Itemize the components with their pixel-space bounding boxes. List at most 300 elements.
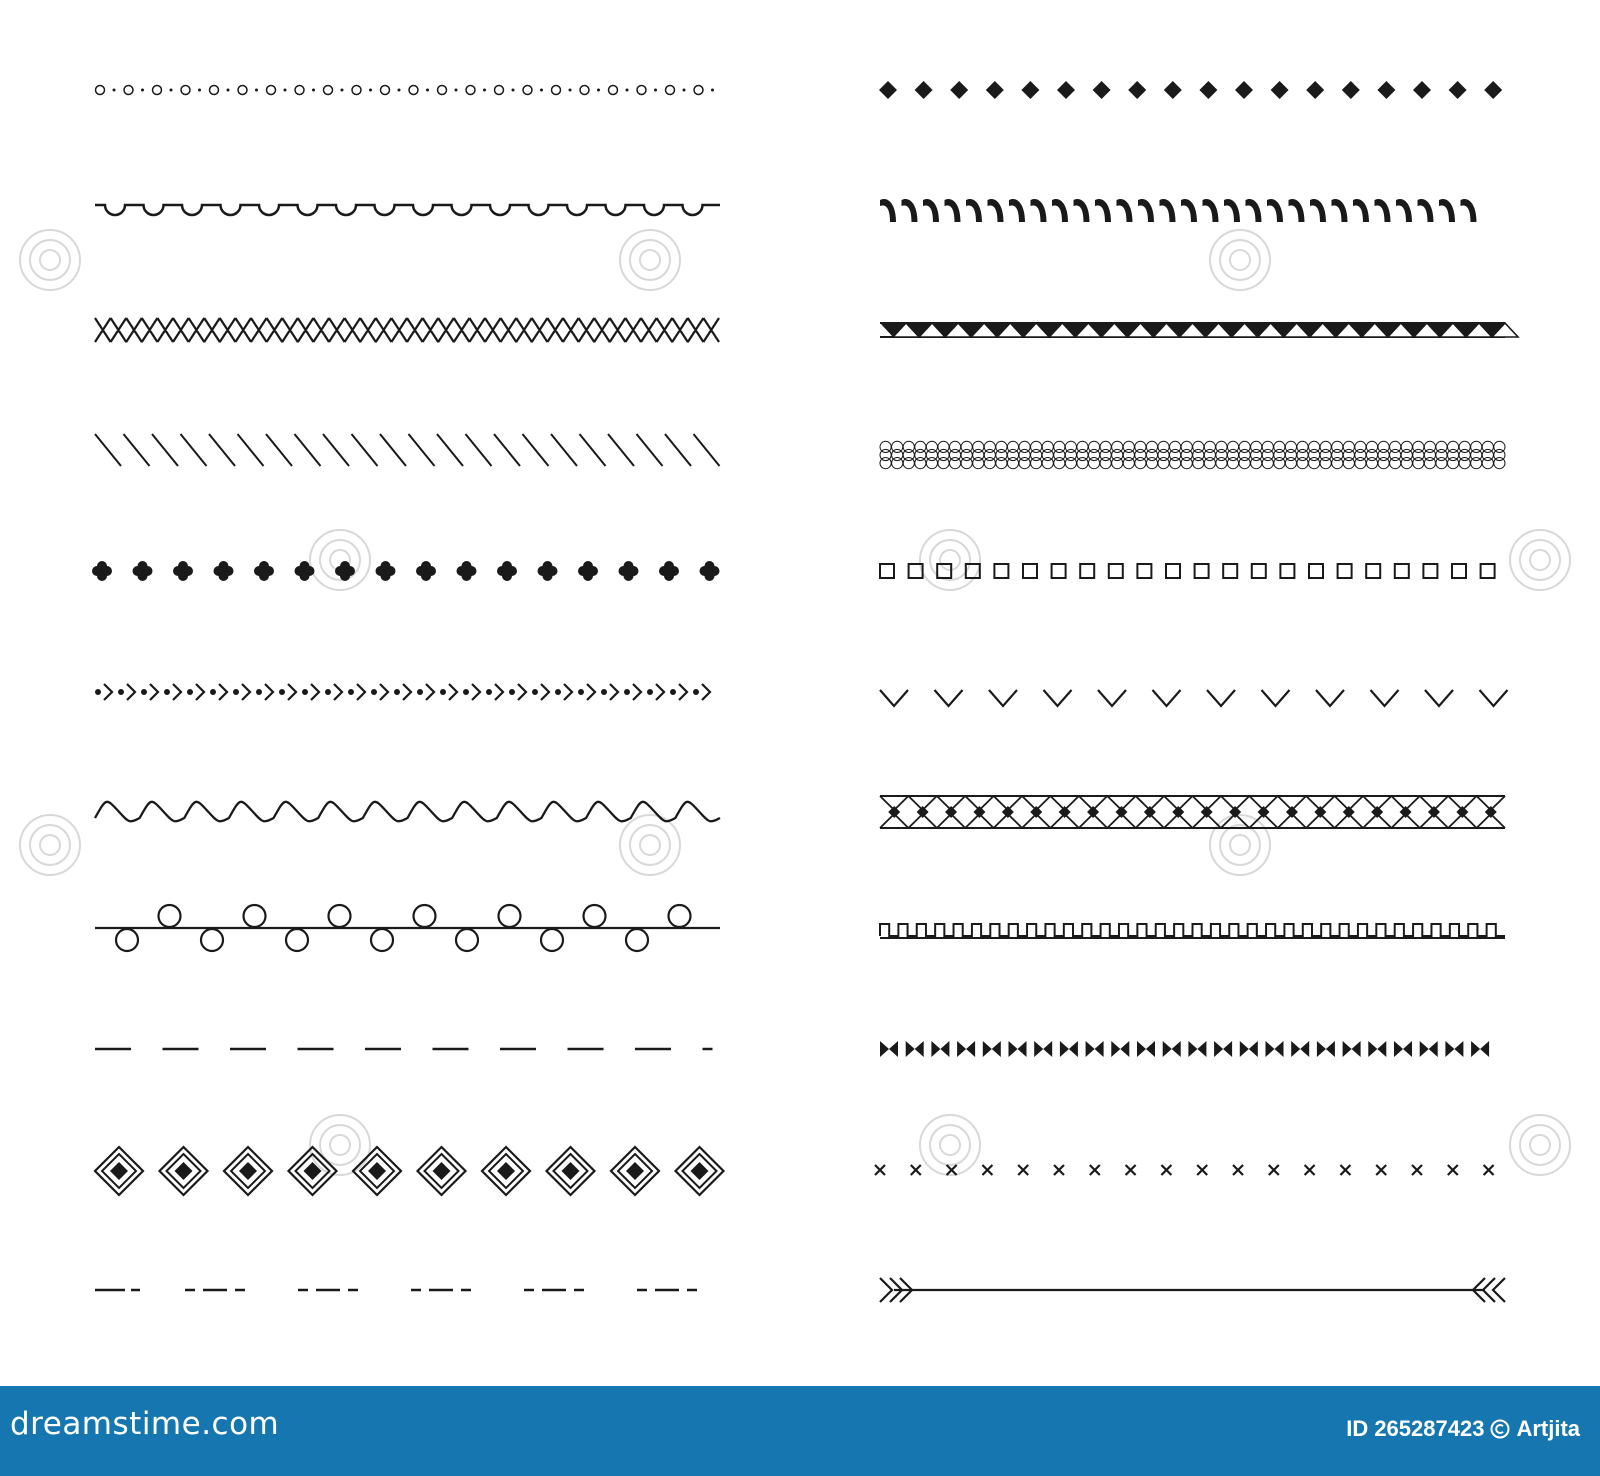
rope-strand [1031, 199, 1047, 222]
small-cross [1269, 1165, 1279, 1175]
rope-strand [1203, 199, 1219, 222]
bowtie [1060, 1041, 1078, 1057]
slash [608, 434, 634, 466]
rope-strand [1181, 199, 1197, 222]
lattice-circle [949, 458, 960, 469]
lattice-circle [1193, 458, 1204, 469]
crosshatch-border [95, 318, 719, 342]
arrow-dot [279, 689, 285, 695]
lattice-circle [1401, 458, 1412, 469]
chevron [1262, 690, 1290, 706]
tiny-dot [654, 89, 657, 92]
tiny-dot [569, 89, 572, 92]
crosshatch-path [95, 318, 719, 342]
quatrefoil [92, 561, 112, 581]
hollow-square [1052, 564, 1066, 578]
quatrefoil [295, 561, 315, 581]
rope-strand [1353, 199, 1369, 222]
hourglass-motif [1136, 796, 1164, 828]
hourglass-motif [1221, 796, 1249, 828]
bowtie [1214, 1041, 1232, 1057]
arrow-dot [670, 689, 676, 695]
hanging-circle [244, 905, 266, 927]
lattice-circle [1424, 458, 1435, 469]
slash [380, 434, 406, 466]
rope-strand [1074, 199, 1090, 222]
chevron [1098, 690, 1126, 706]
bowtie [1471, 1041, 1489, 1057]
hollow-square [1023, 564, 1037, 578]
crenellation-border [880, 924, 1505, 938]
bowtie [1368, 1041, 1386, 1057]
copyright-icon [1490, 1419, 1510, 1439]
tiny-dot [284, 89, 287, 92]
hollow-square [1481, 564, 1495, 578]
solid-diamond [1235, 81, 1253, 99]
arrow-chevron [656, 684, 664, 700]
solid-diamond [1449, 81, 1467, 99]
solid-diamond [1093, 81, 1111, 99]
quatrefoil [335, 561, 355, 581]
arrow-chevron [564, 684, 572, 700]
arrow-dot [164, 689, 170, 695]
hollow-square [1109, 564, 1123, 578]
arrow-head [1493, 1278, 1505, 1302]
lattice-circle [1088, 458, 1099, 469]
arrow-dot [417, 689, 423, 695]
bowtie [1445, 1041, 1463, 1057]
chevrons-border [880, 690, 1508, 706]
hollow-square [1366, 564, 1380, 578]
arrow-dot [440, 689, 446, 695]
hanging-circle [541, 929, 563, 951]
arrow-chevron [518, 684, 526, 700]
rope-strand [988, 199, 1004, 222]
chevron [935, 690, 963, 706]
bowtie [1086, 1041, 1104, 1057]
arrow-dot [624, 689, 630, 695]
watermark-mark [1230, 835, 1250, 855]
lattice-circle [1054, 458, 1065, 469]
nested-diamond [418, 1147, 466, 1195]
nested-diamond [224, 1147, 272, 1195]
lattice-circle [1251, 458, 1262, 469]
small-circle [609, 86, 618, 95]
nested-diamond [353, 1147, 401, 1195]
tiny-dot [711, 89, 714, 92]
small-cross [1484, 1165, 1494, 1175]
small-circle [381, 86, 390, 95]
diagonal-slashes-border [95, 434, 720, 466]
arrow-chevron [242, 684, 250, 700]
small-circle [324, 86, 333, 95]
lattice-circle [1031, 458, 1042, 469]
watermark-layer [20, 230, 1570, 1175]
solid-diamond [1199, 81, 1217, 99]
solid-diamond [1021, 81, 1039, 99]
small-cross [875, 1165, 885, 1175]
arrow-dot [325, 689, 331, 695]
rope-strand [1052, 199, 1068, 222]
quatrefoil [457, 561, 477, 581]
lattice-circle [984, 458, 995, 469]
lattice-circle [892, 458, 903, 469]
slash [637, 434, 663, 466]
watermark-mark [1520, 1125, 1560, 1165]
arrow-dot [555, 689, 561, 695]
quatrefoil [173, 561, 193, 581]
arrow-chevron [265, 684, 273, 700]
hollow-square [1223, 564, 1237, 578]
chevron [880, 690, 908, 706]
rope-strand [923, 199, 939, 222]
arrow-chevron [679, 684, 687, 700]
small-circle [495, 86, 504, 95]
arrow-dot [463, 689, 469, 695]
solid-diamonds-border [879, 81, 1502, 99]
lattice-circle [1436, 458, 1447, 469]
small-cross [911, 1165, 921, 1175]
hourglass-motif [1391, 796, 1419, 828]
arrow-dot [118, 689, 124, 695]
lattice-circle [1494, 458, 1505, 469]
tiny-dot [141, 89, 144, 92]
slash [437, 434, 463, 466]
hollow-square [1395, 564, 1409, 578]
quatrefoil [497, 561, 517, 581]
tiny-dot [426, 89, 429, 92]
arrow-dot [210, 689, 216, 695]
lattice-circle [1112, 458, 1123, 469]
small-circle [523, 86, 532, 95]
rope-strand [880, 199, 896, 222]
small-cross [1448, 1165, 1458, 1175]
solid-diamond [1342, 81, 1360, 99]
chevron [1044, 690, 1072, 706]
slash [409, 434, 435, 466]
small-cross [1233, 1165, 1243, 1175]
hanging-circle [414, 905, 436, 927]
rope-strand [945, 199, 961, 222]
hollow-square [1452, 564, 1466, 578]
rope-strand [1224, 199, 1240, 222]
lattice-circle [1343, 458, 1354, 469]
arrow-chevron [173, 684, 181, 700]
chevron [1207, 690, 1235, 706]
small-circle [580, 86, 589, 95]
slash [95, 434, 121, 466]
arrow-chevron [104, 684, 112, 700]
arrow-dot [256, 689, 262, 695]
tiny-dot [227, 89, 230, 92]
lattice-circle [961, 458, 972, 469]
tiny-dot [398, 89, 401, 92]
tiny-dot [683, 89, 686, 92]
nested-diamond [547, 1147, 595, 1195]
nested-diamond [611, 1147, 659, 1195]
small-cross [1412, 1165, 1422, 1175]
small-circle [352, 86, 361, 95]
bowtie [906, 1041, 924, 1057]
small-circle [466, 86, 475, 95]
watermark-mark [940, 1135, 960, 1155]
arrow-dot [233, 689, 239, 695]
lattice-circle [915, 458, 926, 469]
bowtie [1394, 1041, 1412, 1057]
small-cross [1161, 1165, 1171, 1175]
chevron [1371, 690, 1399, 706]
nested-diamond [482, 1147, 530, 1195]
bowtie [1291, 1041, 1309, 1057]
tiny-dot [198, 89, 201, 92]
hanging-circle [456, 929, 478, 951]
arrow-chevron [426, 684, 434, 700]
hanging-circle [159, 905, 181, 927]
scalloped-line-border [95, 205, 720, 215]
rope-strand [902, 199, 918, 222]
arrow-chevron [288, 684, 296, 700]
arrow-fletching [880, 1278, 892, 1302]
lattice-circle [1297, 458, 1308, 469]
watermark-mark [1230, 250, 1250, 270]
lattice-circle [1181, 458, 1192, 469]
watermark-mark [930, 1125, 970, 1165]
hourglass-motif [1249, 796, 1277, 828]
slash [181, 434, 207, 466]
arrow-chevron [357, 684, 365, 700]
lattice-circle [1262, 458, 1273, 469]
slash [665, 434, 691, 466]
lattice-circle [1447, 458, 1458, 469]
arrow-dot [693, 689, 699, 695]
tiny-dot [170, 89, 173, 92]
nested-diamond [160, 1147, 208, 1195]
solid-diamond [950, 81, 968, 99]
arrow-chevron [610, 684, 618, 700]
hollow-square [1338, 564, 1352, 578]
hollow-squares-border [880, 564, 1495, 578]
arrows-and-dots-border [95, 684, 710, 700]
arrow-dot [532, 689, 538, 695]
arrow-dot [647, 689, 653, 695]
watermark-mark [330, 1135, 350, 1155]
lattice-circle [938, 458, 949, 469]
watermark-mark [640, 835, 660, 855]
small-circle [552, 86, 561, 95]
hourglass-motif [965, 796, 993, 828]
hourglass-motif [1107, 796, 1135, 828]
small-cross [1018, 1165, 1028, 1175]
lattice-circle [1239, 458, 1250, 469]
nested-diamonds-border [95, 1147, 724, 1195]
hourglass-motif [1079, 796, 1107, 828]
lattice-circle [1366, 458, 1377, 469]
small-cross [1376, 1165, 1386, 1175]
footer-bar [0, 1386, 1600, 1476]
lattice-circle [1390, 458, 1401, 469]
hourglass-motif [880, 796, 908, 828]
watermark-mark [630, 240, 670, 280]
rope-strand [1332, 199, 1348, 222]
rope-twist-border [880, 199, 1477, 222]
tiny-dot [312, 89, 315, 92]
arrow-chevron [196, 684, 204, 700]
lattice-circle [1204, 458, 1215, 469]
arrow-dot [348, 689, 354, 695]
arrow-dot [302, 689, 308, 695]
watermark-mark [1530, 1135, 1550, 1155]
hourglass-motif [937, 796, 965, 828]
lattice-circle [1355, 458, 1366, 469]
lattice-circle [1146, 458, 1157, 469]
rope-strand [1289, 199, 1305, 222]
arrow-dot [371, 689, 377, 695]
small-circle [409, 86, 418, 95]
lattice-circle [1378, 458, 1389, 469]
slash [694, 434, 720, 466]
arrow-chevron [219, 684, 227, 700]
solid-diamond [915, 81, 933, 99]
quatrefoil [376, 561, 396, 581]
bowtie [983, 1041, 1001, 1057]
lattice-circle [903, 458, 914, 469]
arrow-chevron [311, 684, 319, 700]
arrow-dot [601, 689, 607, 695]
solid-diamond [1306, 81, 1324, 99]
hourglass-motif [1193, 796, 1221, 828]
slash [266, 434, 292, 466]
hollow-square [1166, 564, 1180, 578]
crenellation-path [880, 924, 1505, 936]
watermark-mark [1520, 540, 1560, 580]
hourglass-motif [908, 796, 936, 828]
lattice-circle [1309, 458, 1320, 469]
arrow-chevron [127, 684, 135, 700]
tiny-dot [255, 89, 258, 92]
hanging-circle [584, 905, 606, 927]
hanging-circle [669, 905, 691, 927]
lattice-circle [1135, 458, 1146, 469]
arrow-dot [141, 689, 147, 695]
lattice-circle [1274, 458, 1285, 469]
lattice-circle [1042, 458, 1053, 469]
hollow-square [994, 564, 1008, 578]
small-cross [1090, 1165, 1100, 1175]
hollow-square [1423, 564, 1437, 578]
arrow-chevron [495, 684, 503, 700]
rope-strand [966, 199, 982, 222]
small-circle [637, 86, 646, 95]
small-circle [666, 86, 675, 95]
small-circle [96, 86, 105, 95]
rope-strand [1267, 199, 1283, 222]
hourglass-diamonds-border [880, 796, 1505, 828]
solid-diamond [1271, 81, 1289, 99]
dreamstime-logo[interactable]: dreamstime.com [10, 1406, 280, 1442]
arrow-chevron [150, 684, 158, 700]
wavy-line-border [95, 802, 720, 821]
nested-diamond [676, 1147, 724, 1195]
triangles-band-border [880, 323, 1518, 337]
lattice-circle [1100, 458, 1111, 469]
slash [352, 434, 378, 466]
bowtie [957, 1041, 975, 1057]
lattice-circle [1320, 458, 1331, 469]
lattice-circle [1019, 458, 1030, 469]
slash [551, 434, 577, 466]
small-cross [947, 1165, 957, 1175]
tiny-dot [540, 89, 543, 92]
quatrefoil [416, 561, 436, 581]
arrow-chevron [380, 684, 388, 700]
watermark-mark [40, 250, 60, 270]
bowtie [1163, 1041, 1181, 1057]
scallop-path [95, 205, 720, 215]
hollow-square [1309, 564, 1323, 578]
image-id: ID 265287423 [1346, 1416, 1485, 1441]
watermark-mark [1220, 825, 1260, 865]
hollow-square [1137, 564, 1151, 578]
nested-diamond [289, 1147, 337, 1195]
hollow-square [1080, 564, 1094, 578]
lattice-circle [973, 458, 984, 469]
wave-path [95, 802, 720, 821]
arrow-chevron [449, 684, 457, 700]
chevron [1153, 690, 1181, 706]
lattice-circle [1216, 458, 1227, 469]
small-circle [181, 86, 190, 95]
lattice-circle [926, 458, 937, 469]
watermark-mark [30, 825, 70, 865]
rope-strand [1095, 199, 1111, 222]
slash [323, 434, 349, 466]
tiny-dot [626, 89, 629, 92]
bowtie [931, 1041, 949, 1057]
slash [209, 434, 235, 466]
rope-strand [1461, 199, 1477, 222]
arrow-chevron [403, 684, 411, 700]
solid-diamond [879, 81, 897, 99]
arrow-dot [578, 689, 584, 695]
slash [238, 434, 264, 466]
slash [152, 434, 178, 466]
bowtie [1317, 1041, 1335, 1057]
image-credit [1346, 1416, 1580, 1442]
hollow-square [1195, 564, 1209, 578]
slash [466, 434, 492, 466]
small-circle [124, 86, 133, 95]
bowtie [1266, 1041, 1284, 1057]
rope-strand [1160, 199, 1176, 222]
rope-strand [1138, 199, 1154, 222]
watermark-mark [630, 825, 670, 865]
lattice-circle [1123, 458, 1134, 469]
slash [523, 434, 549, 466]
author-name: Artjita [1516, 1416, 1580, 1441]
arrow-chevron [702, 684, 710, 700]
small-circle [267, 86, 276, 95]
hourglass-motif [1050, 796, 1078, 828]
watermark-mark [640, 250, 660, 270]
slash [295, 434, 321, 466]
circle-lattice-border [880, 441, 1505, 468]
hourglass-motif [994, 796, 1022, 828]
solid-diamond [1377, 81, 1395, 99]
hourglass-motif [1164, 796, 1192, 828]
arrow-dot [95, 689, 101, 695]
bowtie [1034, 1041, 1052, 1057]
hourglass-motif [1448, 796, 1476, 828]
